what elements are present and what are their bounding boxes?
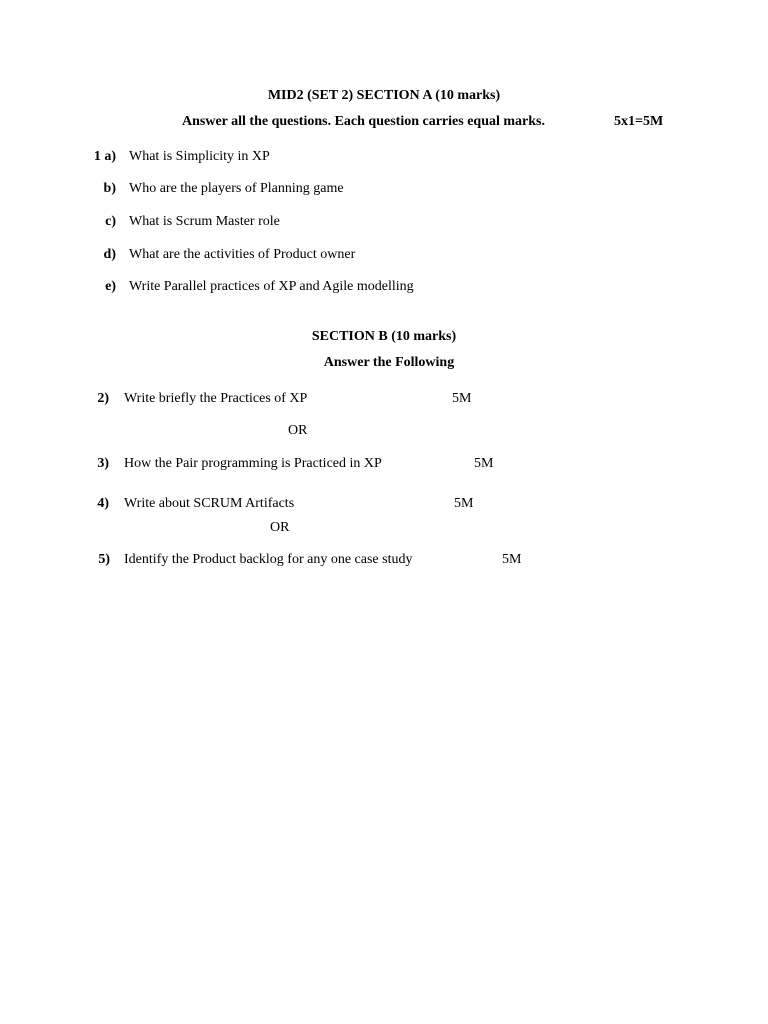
section-a-marks: 5x1=5M xyxy=(614,114,664,129)
question-number: 3) xyxy=(97,456,109,471)
question-marks: 5M xyxy=(474,456,494,471)
question-number: e) xyxy=(105,279,116,294)
question-number: 2) xyxy=(97,391,109,406)
question-number: 5) xyxy=(98,552,110,567)
question-text: What are the activities of Product owner xyxy=(129,247,356,262)
question-marks: 5M xyxy=(502,552,522,567)
or-label: OR xyxy=(288,423,308,438)
question-text: Identify the Product backlog for any one case study xyxy=(124,552,413,567)
question-number: 1 a) xyxy=(93,149,116,164)
section-b-instruction: Answer the Following xyxy=(323,355,455,370)
question-number: d) xyxy=(103,247,116,262)
question-text: Write briefly the Practices of XP xyxy=(124,391,308,406)
section-a-instruction: Answer all the questions. Each question carries equal marks. xyxy=(182,114,545,129)
question-number: b) xyxy=(103,181,116,196)
question-text: What is Simplicity in XP xyxy=(129,149,270,164)
section-b-title: SECTION B (10 marks) xyxy=(311,329,457,344)
question-number: 4) xyxy=(97,496,109,511)
question-number: c) xyxy=(105,214,116,229)
or-label: OR xyxy=(270,520,290,535)
question-text: Write Parallel practices of XP and Agile modelling xyxy=(129,279,414,294)
section-a-title: MID2 (SET 2) SECTION A (10 marks) xyxy=(267,88,501,103)
question-marks: 5M xyxy=(454,496,474,511)
question-text: What is Scrum Master role xyxy=(129,214,280,229)
question-text: Write about SCRUM Artifacts xyxy=(124,496,295,511)
question-text: How the Pair programming is Practiced in XP xyxy=(124,456,382,471)
question-text: Who are the players of Planning game xyxy=(129,181,344,196)
question-marks: 5M xyxy=(452,391,472,406)
